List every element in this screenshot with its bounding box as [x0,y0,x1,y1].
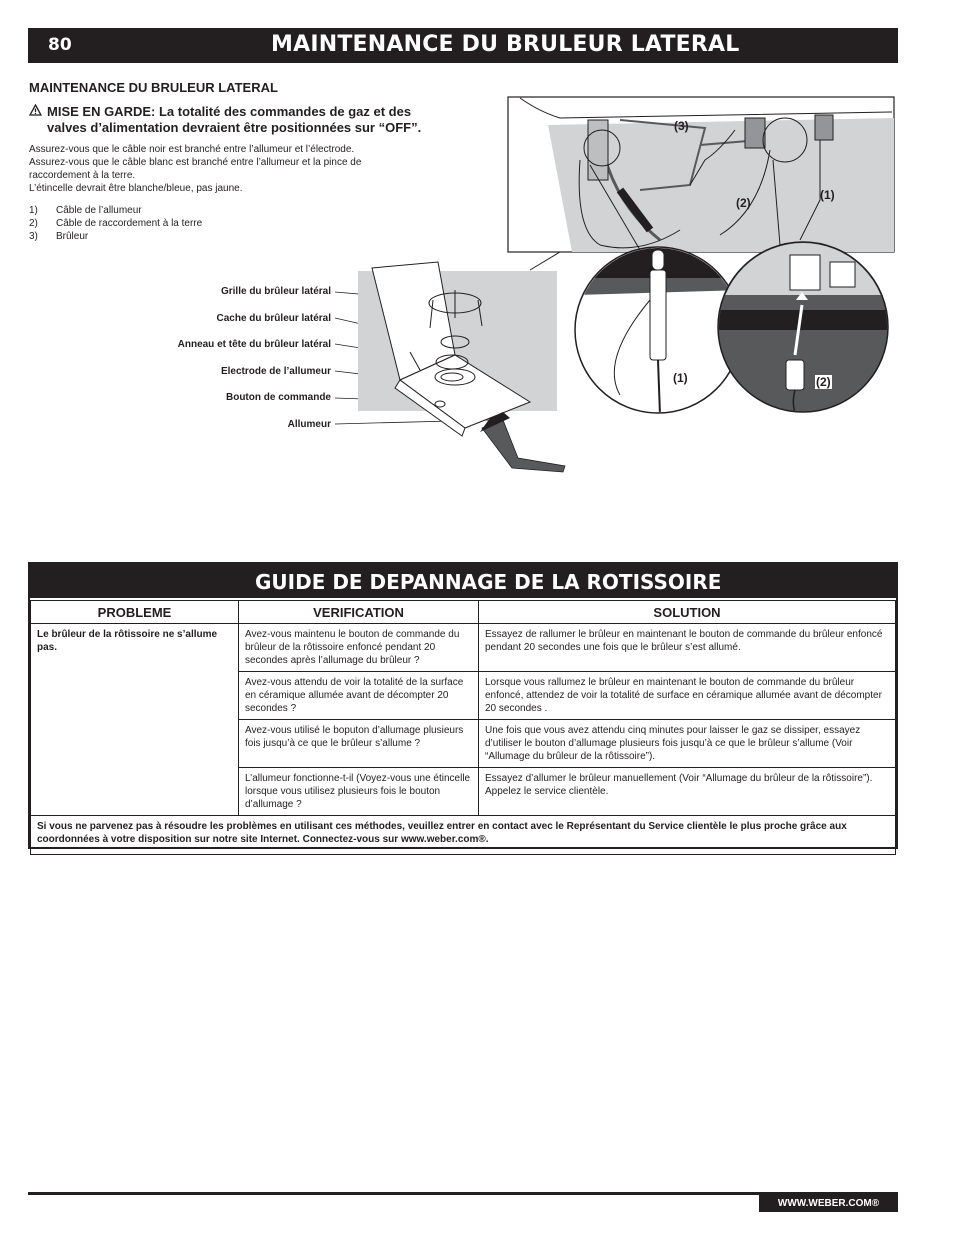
footer-note-row [31,816,896,855]
list-item: 3) Brûleur [29,231,89,242]
column-header: PROBLEME [31,601,239,624]
label-anneau: Anneau et tête du brûleur latéral [177,339,331,350]
callout-2: (2) [736,196,751,210]
callout-3: (3) [674,119,689,133]
burner-illustration [0,0,954,560]
solution-cell: Une fois que vous avez attendu cinq minutes pour laisser le gaz se dissiper, essayez d’utiliser le bouton d’allumage plusieurs fois jusqu’à ce que le brûleur s’allume (Voir “Allumage du brûleur de la rôtissoire”). [479,720,896,768]
list-item: 2) Câble de raccordement à la terre [29,218,203,229]
problem-cell: Le brûleur de la rôtissoire ne s’allume pas. [31,624,239,816]
page-title: MAINTENANCE DU BRULEUR LATERAL [271,32,740,57]
section-title: MAINTENANCE DU BRULEUR LATERAL [29,80,278,95]
solution-cell: Essayez d’allumer le brûleur manuellement (Voir “Allumage du brûleur de la rôtissoire”). Appelez le service clientèle. [479,768,896,816]
column-header: SOLUTION [479,601,896,624]
verification-cell: Avez-vous maintenu le bouton de commande du brûleur de la rôtissoire enfoncé pendant 20 secondes après l’allumage du brûleur ? [239,624,479,672]
guide-title: GUIDE DE DEPANNAGE DE LA ROTISSOIRE [255,570,722,594]
list-item: 1) Câble de l’allumeur [29,205,142,216]
troubleshooting-guide [28,562,898,849]
troubleshooting-table [30,600,896,855]
verification-cell: L’allumeur fonctionne-t-il (Voyez-vous une étincelle lorsque vous utilisez plusieurs fois le bouton d’allumage ? [239,768,479,816]
page-number: 80 [48,35,72,55]
label-allumeur: Allumeur [287,419,331,430]
footer-url: WWW.WEBER.COM® [759,1195,898,1212]
verification-cell: Avez-vous utilisé le boputon d’allumage plusieurs fois jusqu’à ce que le brûleur s’allume ? [239,720,479,768]
callout-zoom-1: (1) [673,371,688,385]
label-grille: Grille du brûleur latéral [220,286,331,297]
column-header: VERIFICATION [239,601,479,624]
label-bouton: Bouton de commande [225,392,331,403]
callout-zoom-2: (2) [816,375,831,389]
table-header-row [31,601,896,624]
label-electrode: Electrode de l’allumeur [220,366,331,377]
solution-cell: Lorsque vous rallumez le brûleur en maintenant le bouton de commande du brûleur enfoncé, attendez de voir la totalité de surface en céramique allumée avant de décompter 20 secondes . [479,672,896,720]
callout-1: (1) [820,188,835,202]
warning-line-1: MISE EN GARDE: La totalité des commandes de gaz et des [47,104,412,119]
warning-line-2: valves d’alimentation devraient être positionnées sur “OFF”. [47,120,422,135]
table-row [31,624,896,672]
instruction-line: raccordement à la terre. [29,170,136,181]
instruction-line: Assurez-vous que le câble noir est branché entre l’allumeur et l’électrode. [29,144,355,155]
instruction-line: L’étincelle devrait être blanche/bleue, pas jaune. [29,183,243,194]
guide-title-bar [30,564,896,598]
instruction-line: Assurez-vous que le câble blanc est branché entre l’allumeur et la pince de [29,157,362,168]
label-cache: Cache du brûleur latéral [216,313,331,324]
verification-cell: Avez-vous attendu de voir la totalité de la surface en céramique allumée avant de décompter 20 secondes ? [239,672,479,720]
solution-cell: Essayez de rallumer le brûleur en maintenant le bouton de commande du brûleur enfoncé pendant 20 secondes une fois que le brûleur s’est allumé. [479,624,896,672]
footer-note: Si vous ne parvenez pas à résoudre les problèmes en utilisant ces méthodes, veuillez entrer en contact avec le Représentant du Service clientèle le plus proche grâce aux coordonnées à votre disposition sur notre site Internet. Connectez-vous sur www.weber.com®. [31,816,896,855]
